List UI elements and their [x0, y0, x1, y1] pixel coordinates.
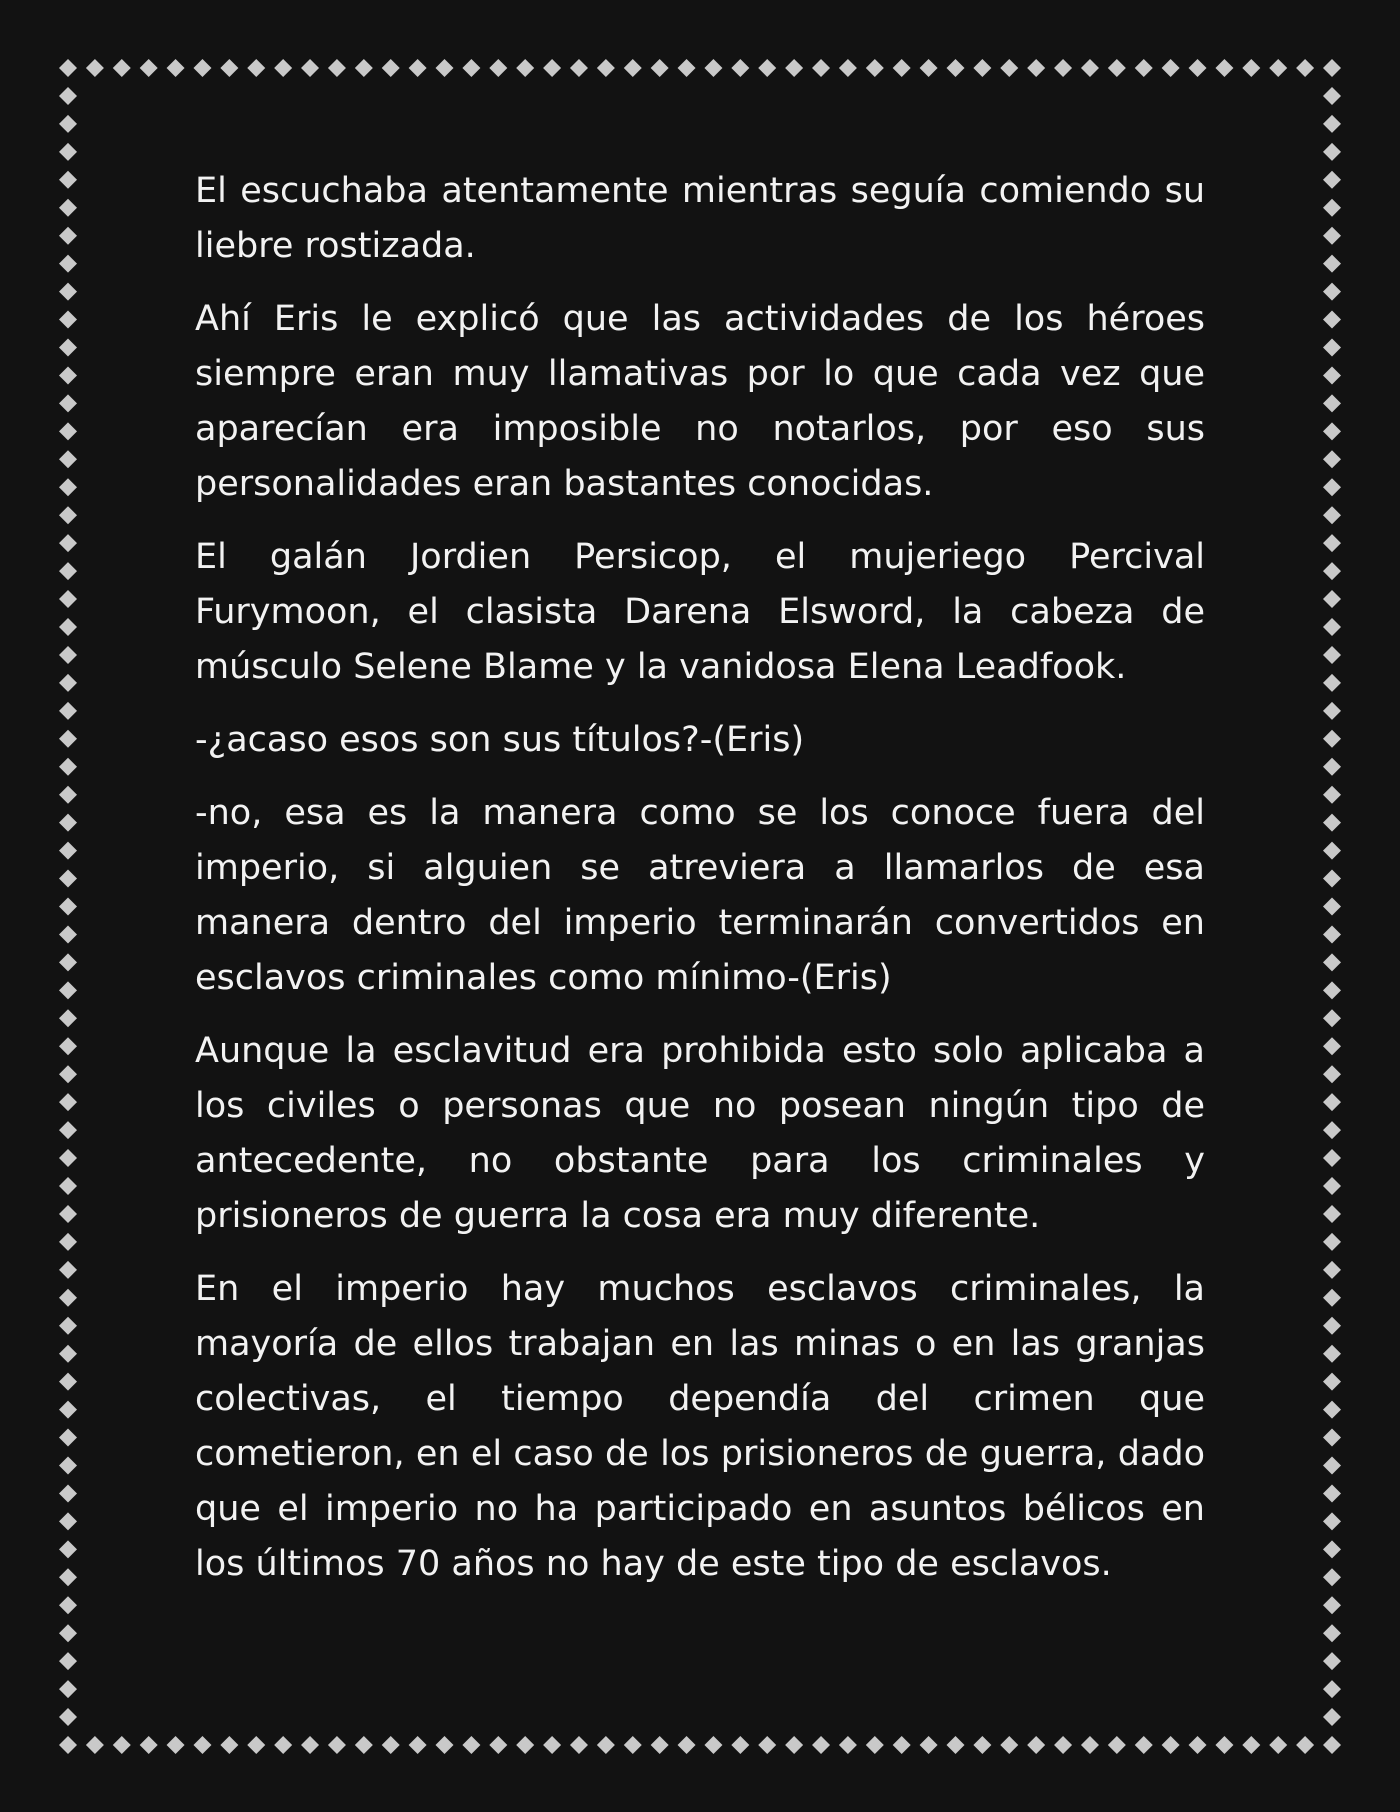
diamond-icon [1081, 59, 1099, 77]
text-body [195, 164, 1205, 1610]
diamond-icon [1323, 1149, 1341, 1167]
diamond-icon [1323, 786, 1341, 804]
diamond-icon [866, 59, 884, 77]
diamond-icon [1323, 506, 1341, 524]
diamond-icon [1323, 366, 1341, 384]
diamond-icon [1323, 1345, 1341, 1363]
diamond-icon [1242, 1736, 1260, 1754]
diamond-icon [1323, 1009, 1341, 1027]
paragraph-5: -no, esa es la manera como se los conoce fuera del imperio, si alguien se atreviera a llamarlos de esa manera dentro del imperio terminarán convertidos en esclavos criminales como mínimo-(Eris) [195, 793, 1205, 998]
diamond-icon [839, 59, 857, 77]
diamond-icon [462, 59, 480, 77]
diamond-icon [59, 422, 77, 440]
diamond-icon [1323, 898, 1341, 916]
diamond-icon [59, 981, 77, 999]
diamond-icon [1323, 1680, 1341, 1698]
diamond-icon [1323, 1037, 1341, 1055]
diamond-icon [1323, 1373, 1341, 1391]
diamond-icon [1000, 1736, 1018, 1754]
diamond-icon [247, 1736, 265, 1754]
diamond-icon [59, 1065, 77, 1083]
diamond-icon [59, 1261, 77, 1279]
diamond-icon [59, 339, 77, 357]
diamond-icon [1323, 339, 1341, 357]
diamond-icon [1323, 255, 1341, 273]
diamond-icon [1323, 422, 1341, 440]
diamond-icon [1323, 981, 1341, 999]
diamond-icon [1323, 115, 1341, 133]
diamond-icon [1323, 1065, 1341, 1083]
diamond-icon [1323, 925, 1341, 943]
diamond-icon [1135, 1736, 1153, 1754]
diamond-icon [1323, 1401, 1341, 1419]
diamond-icon [1323, 227, 1341, 245]
diamond-icon [220, 1736, 238, 1754]
diamond-icon [1054, 59, 1072, 77]
diamond-icon [1323, 1205, 1341, 1223]
diamond-icon [1162, 1736, 1180, 1754]
diamond-icon [866, 1736, 884, 1754]
diamond-icon [59, 618, 77, 636]
diamond-icon [59, 1680, 77, 1698]
diamond-icon [59, 478, 77, 496]
diamond-icon [785, 1736, 803, 1754]
paragraph-4: -¿acaso esos son sus títulos?-(Eris) [195, 720, 805, 760]
diamond-icon [59, 1233, 77, 1251]
diamond-icon [1269, 1736, 1287, 1754]
diamond-icon [678, 1736, 696, 1754]
diamond-icon [597, 59, 615, 77]
diamond-icon [328, 59, 346, 77]
paragraph-2: Ahí Eris le explicó que las actividades de los héroes siempre eran muy llamativas por lo que cada vez que aparecían era imposible no notarlos, por eso sus personalidades eran bastantes conocidas. [195, 299, 1205, 504]
diamond-icon [1323, 730, 1341, 748]
diamond-icon [59, 199, 77, 217]
diamond-icon [59, 1149, 77, 1167]
diamond-icon [59, 1652, 77, 1670]
diamond-icon [1323, 590, 1341, 608]
diamond-icon [59, 1736, 77, 1754]
diamond-icon [59, 1596, 77, 1614]
diamond-icon [1135, 59, 1153, 77]
diamond-icon [920, 1736, 938, 1754]
diamond-icon [328, 1736, 346, 1754]
diamond-icon [1323, 1540, 1341, 1558]
diamond-icon [59, 1317, 77, 1335]
diamond-icon [973, 1736, 991, 1754]
diamond-icon [59, 1708, 77, 1726]
paragraph-7: En el imperio hay muchos esclavos criminales, la mayoría de ellos trabajan en las minas o en las granjas colectivas, el tiempo dependía del crimen que cometieron, en el caso de los prisioneros de guerra, dado que el imperio no ha participado en asuntos bélicos en los últimos 70 años no hay de este tipo de esclavos. [195, 1269, 1205, 1584]
diamond-icon [1323, 1568, 1341, 1586]
diamond-icon [301, 1736, 319, 1754]
diamond-icon [59, 115, 77, 133]
diamond-icon [59, 1429, 77, 1447]
diamond-icon [301, 59, 319, 77]
diamond-icon [893, 59, 911, 77]
diamond-icon [1323, 143, 1341, 161]
diamond-icon [59, 366, 77, 384]
diamond-icon [1323, 702, 1341, 720]
diamond-icon [678, 59, 696, 77]
diamond-icon [1323, 674, 1341, 692]
diamond-icon [489, 1736, 507, 1754]
diamond-icon [59, 1345, 77, 1363]
diamond-icon [86, 1736, 104, 1754]
diamond-icon [489, 59, 507, 77]
diamond-icon [1323, 283, 1341, 301]
diamond-icon [1162, 59, 1180, 77]
diamond-icon [812, 1736, 830, 1754]
diamond-icon [1323, 1596, 1341, 1614]
diamond-icon [597, 1736, 615, 1754]
diamond-icon [59, 1624, 77, 1642]
diamond-icon [758, 59, 776, 77]
diamond-icon [1323, 59, 1341, 77]
diamond-icon [1323, 618, 1341, 636]
diamond-icon [436, 1736, 454, 1754]
diamond-icon [220, 59, 238, 77]
diamond-icon [1323, 1261, 1341, 1279]
diamond-icon [1323, 1736, 1341, 1754]
diamond-icon [1323, 1708, 1341, 1726]
diamond-icon [893, 1736, 911, 1754]
diamond-icon [59, 786, 77, 804]
diamond-icon [920, 59, 938, 77]
diamond-icon [785, 59, 803, 77]
diamond-icon [704, 59, 722, 77]
diamond-icon [1323, 171, 1341, 189]
paragraph-3: El galán Jordien Persicop, el mujeriego Percival Furymoon, el clasista Darena Elsword, la cabeza de músculo Selene Blame y la vanidosa Elena Leadfook. [195, 537, 1205, 687]
diamond-icon [1323, 1317, 1341, 1335]
diamond-icon [59, 1037, 77, 1055]
diamond-icon [409, 59, 427, 77]
diamond-icon [1296, 1736, 1314, 1754]
diamond-icon [1323, 1429, 1341, 1447]
diamond-icon [59, 227, 77, 245]
diamond-icon [59, 1484, 77, 1502]
diamond-icon [1242, 59, 1260, 77]
diamond-icon [1323, 1652, 1341, 1670]
diamond-icon [59, 450, 77, 468]
diamond-icon [1269, 59, 1287, 77]
diamond-icon [1323, 311, 1341, 329]
diamond-icon [1323, 1484, 1341, 1502]
diamond-icon [1189, 59, 1207, 77]
diamond-icon [59, 870, 77, 888]
diamond-icon [946, 59, 964, 77]
diamond-icon [140, 59, 158, 77]
diamond-icon [758, 1736, 776, 1754]
diamond-icon [1215, 59, 1233, 77]
diamond-icon [1215, 1736, 1233, 1754]
diamond-icon [436, 59, 454, 77]
diamond-icon [247, 59, 265, 77]
diamond-icon [1323, 1177, 1341, 1195]
diamond-icon [516, 1736, 534, 1754]
diamond-icon [1000, 59, 1018, 77]
diamond-icon [59, 1205, 77, 1223]
diamond-icon [59, 898, 77, 916]
diamond-icon [1323, 1624, 1341, 1642]
diamond-icon [1323, 758, 1341, 776]
diamond-icon [624, 1736, 642, 1754]
diamond-icon [973, 59, 991, 77]
diamond-icon [1323, 814, 1341, 832]
diamond-icon [409, 1736, 427, 1754]
diamond-icon [59, 59, 77, 77]
diamond-icon [59, 925, 77, 943]
diamond-icon [1108, 1736, 1126, 1754]
diamond-icon [570, 1736, 588, 1754]
diamond-icon [193, 1736, 211, 1754]
diamond-icon [167, 1736, 185, 1754]
diamond-icon [1323, 870, 1341, 888]
diamond-icon [59, 171, 77, 189]
diamond-icon [59, 1401, 77, 1419]
diamond-icon [1323, 562, 1341, 580]
diamond-icon [140, 1736, 158, 1754]
diamond-icon [355, 1736, 373, 1754]
diamond-icon [1323, 394, 1341, 412]
diamond-icon [382, 1736, 400, 1754]
diamond-icon [651, 59, 669, 77]
diamond-icon [59, 255, 77, 273]
diamond-icon [651, 1736, 669, 1754]
diamond-icon [355, 59, 373, 77]
diamond-icon [59, 87, 77, 105]
diamond-icon [59, 311, 77, 329]
paragraph-1: El escuchaba atentamente mientras seguía comiendo su liebre rostizada. [195, 171, 1205, 266]
diamond-icon [59, 842, 77, 860]
diamond-icon [1054, 1736, 1072, 1754]
diamond-icon [462, 1736, 480, 1754]
diamond-icon [59, 1093, 77, 1111]
diamond-icon [59, 1373, 77, 1391]
diamond-icon [839, 1736, 857, 1754]
diamond-icon [1081, 1736, 1099, 1754]
diamond-icon [59, 1512, 77, 1530]
diamond-icon [59, 506, 77, 524]
diamond-icon [59, 590, 77, 608]
diamond-icon [1296, 59, 1314, 77]
diamond-icon [382, 59, 400, 77]
diamond-icon [1323, 1457, 1341, 1475]
diamond-icon [59, 534, 77, 552]
diamond-icon [59, 674, 77, 692]
diamond-icon [59, 1289, 77, 1307]
diamond-icon [1323, 842, 1341, 860]
diamond-icon [274, 59, 292, 77]
diamond-icon [59, 1457, 77, 1475]
diamond-icon [1027, 1736, 1045, 1754]
diamond-icon [731, 1736, 749, 1754]
diamond-icon [1027, 59, 1045, 77]
diamond-icon [59, 814, 77, 832]
diamond-icon [731, 59, 749, 77]
diamond-icon [59, 758, 77, 776]
diamond-icon [1323, 1121, 1341, 1139]
diamond-icon [59, 1121, 77, 1139]
diamond-icon [1323, 646, 1341, 664]
diamond-icon [624, 59, 642, 77]
diamond-icon [86, 59, 104, 77]
diamond-icon [1323, 478, 1341, 496]
diamond-icon [1323, 450, 1341, 468]
diamond-icon [59, 283, 77, 301]
diamond-icon [59, 1540, 77, 1558]
diamond-icon [1108, 59, 1126, 77]
diamond-icon [1323, 1093, 1341, 1111]
diamond-icon [1323, 1233, 1341, 1251]
diamond-icon [1323, 199, 1341, 217]
diamond-icon [543, 59, 561, 77]
diamond-icon [812, 59, 830, 77]
diamond-icon [59, 394, 77, 412]
diamond-icon [1323, 1289, 1341, 1307]
diamond-icon [59, 1177, 77, 1195]
diamond-icon [59, 953, 77, 971]
diamond-icon [543, 1736, 561, 1754]
diamond-icon [1323, 953, 1341, 971]
diamond-icon [1189, 1736, 1207, 1754]
diamond-icon [113, 59, 131, 77]
diamond-icon [1323, 1512, 1341, 1530]
diamond-icon [946, 1736, 964, 1754]
diamond-icon [59, 1009, 77, 1027]
diamond-icon [570, 59, 588, 77]
diamond-icon [1323, 534, 1341, 552]
diamond-icon [193, 59, 211, 77]
diamond-icon [59, 730, 77, 748]
paragraph-6: Aunque la esclavitud era prohibida esto solo aplicaba a los civiles o personas que no posean ningún tipo de antecedente, no obstante para los criminales y prisioneros de guerra la cosa era muy diferente. [195, 1031, 1205, 1236]
diamond-icon [1323, 87, 1341, 105]
diamond-icon [59, 1568, 77, 1586]
diamond-icon [167, 59, 185, 77]
diamond-icon [59, 646, 77, 664]
diamond-icon [59, 702, 77, 720]
diamond-icon [274, 1736, 292, 1754]
diamond-icon [59, 562, 77, 580]
diamond-icon [113, 1736, 131, 1754]
diamond-icon [59, 143, 77, 161]
diamond-icon [704, 1736, 722, 1754]
diamond-icon [516, 59, 534, 77]
